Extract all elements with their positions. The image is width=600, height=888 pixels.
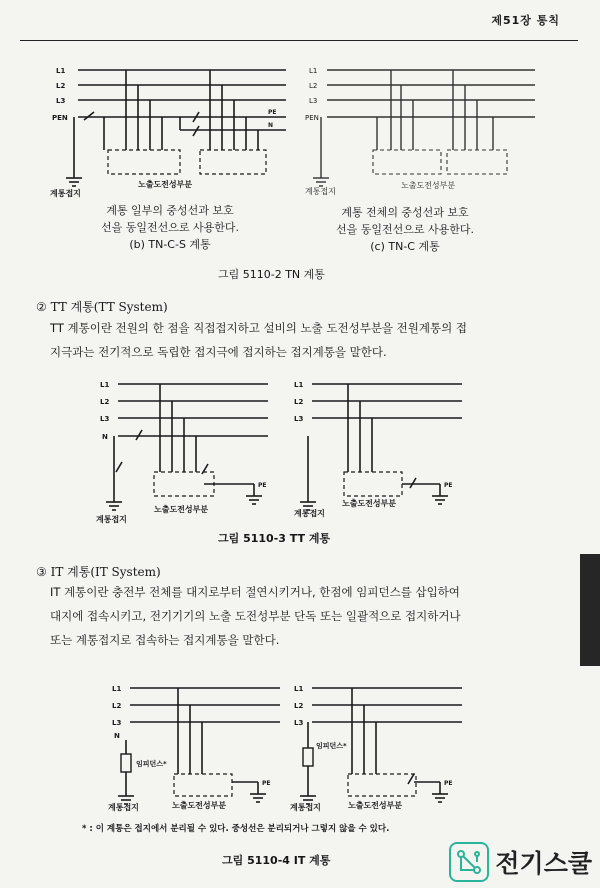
tn-left-n-label: N [268, 122, 274, 129]
tn-left-l1-label: L1 [56, 67, 66, 75]
tt-diagram-right [290, 374, 470, 524]
it-diagram-left [108, 678, 288, 818]
tt-left-l3-label: L3 [100, 415, 110, 423]
it-right-part-label: 노출도전성부분 [348, 801, 403, 810]
it-heading: ③ IT 계통(IT System) [36, 565, 161, 579]
it-diagram-right [290, 678, 470, 818]
tt-heading: ② TT 계통(TT System) [36, 300, 168, 314]
it-left-l2-label: L2 [112, 702, 122, 710]
tn-right-caption: 계통 전체의 중성선과 보호 선을 동일전선으로 사용한다. (c) TN-C 계통 [335, 206, 474, 253]
it-left-n-label: N [114, 732, 120, 740]
it-left-grounding-label: 계통접지 [108, 803, 139, 812]
it-right-l2-label: L2 [294, 702, 304, 710]
tn-right-grounding-label: 계통접지 [305, 187, 336, 196]
it-figure-title: 그림 5110-4 IT 계통 [222, 854, 331, 867]
it-left-l3-label: L3 [112, 719, 122, 727]
it-footnote: * : 이 계통은 접지에서 분리될 수 있다. 중성선은 분리되거나 그렇지 않을 수 있다. [82, 824, 390, 834]
it-left-l1-label: L1 [112, 685, 122, 693]
tt-diagram-left [96, 374, 276, 524]
it-right-l1-label: L1 [294, 685, 304, 693]
circuit-logo-icon [449, 842, 489, 882]
tn-left-grounding-label: 계통접지 [50, 189, 81, 198]
tn-left-pe-label: PE [268, 109, 277, 116]
it-right-grounding-label: 계통접지 [290, 803, 321, 812]
tn-left-pen-label: PEN [52, 114, 68, 122]
logo-text: 전기스쿨 [495, 849, 592, 878]
header-rule [20, 40, 578, 41]
it-left-part-label: 노출도전성부분 [172, 801, 227, 810]
tt-right-l1-label: L1 [294, 381, 304, 389]
tt-right-grounding-label: 계통접지 [294, 509, 325, 518]
tt-right-pe-label: PE [444, 482, 453, 489]
it-left-pe-label: PE [262, 780, 271, 787]
tt-left-l2-label: L2 [100, 398, 110, 406]
tn-figure-title: 그림 5110-2 TN 계통 [218, 268, 325, 281]
tn-c-s-diagram [50, 60, 290, 200]
tn-right-l1-label: L1 [309, 67, 318, 75]
tn-left-l2-label: L2 [56, 82, 66, 90]
tt-right-l2-label: L2 [294, 398, 304, 406]
tn-right-part-label: 노출도전성부분 [401, 181, 456, 190]
tt-right-part-label: 노출도전성부분 [342, 499, 397, 508]
tt-left-grounding-label: 계통접지 [96, 515, 127, 524]
tt-figure-title: 그림 5110-3 TT 계통 [218, 532, 331, 545]
it-right-l3-label: L3 [294, 719, 304, 727]
tt-left-pe-label: PE [258, 482, 267, 489]
tn-right-pen-label: PEN [305, 114, 319, 122]
tt-left-n-label: N [102, 433, 108, 441]
tn-right-l2-label: L2 [309, 82, 318, 90]
tt-left-part-label: 노출도전성부분 [154, 505, 209, 514]
tn-left-caption: 계통 일부의 중성선과 보호 선을 동일전선으로 사용한다. (b) TN-C-S 계통 [100, 204, 239, 251]
tt-paragraph: TT 계통이란 전원의 한 점을 직접접지하고 설비의 노출 도전성부분을 전원계통의 접 지극과는 전기적으로 독립한 접지극에 접지하는 접지계통을 말한다. [50, 321, 467, 359]
tn-left-l3-label: L3 [56, 97, 66, 105]
tt-right-l3-label: L3 [294, 415, 304, 423]
it-right-pe-label: PE [444, 780, 453, 787]
chapter-header: 제51장 통칙 [491, 14, 560, 27]
tn-right-l3-label: L3 [309, 97, 318, 105]
tn-left-part-label: 노출도전성부분 [138, 180, 193, 189]
tn-c-diagram [305, 60, 540, 200]
site-logo [449, 842, 592, 882]
it-right-impedance-label: 임피던스* [316, 742, 347, 750]
tt-left-l1-label: L1 [100, 381, 110, 389]
chapter-thumb-tab [580, 554, 600, 666]
it-left-impedance-label: 임피던스* [136, 760, 167, 768]
it-paragraph: IT 계통이란 충전부 전체를 대지로부터 절연시키거나, 한점에 임피던스를 삽입하여 대지에 접속시키고, 전기기기의 노출 도전성부분 단독 또는 일괄적으로 접지하거나 또는 계통접지로 접속하는 접지계통을 말한다. [50, 585, 461, 647]
